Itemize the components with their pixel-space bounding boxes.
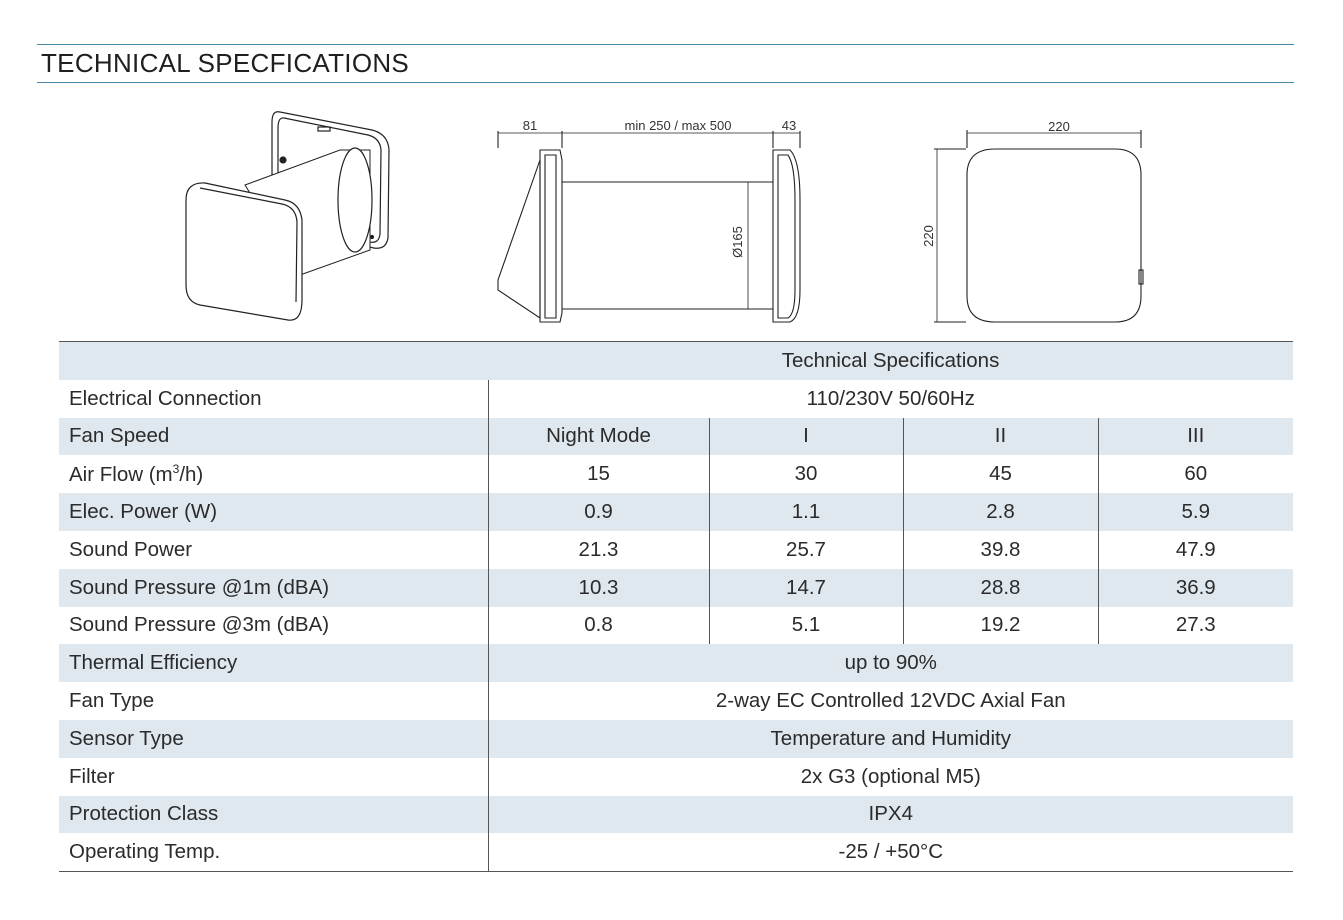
table-row	[59, 720, 1293, 758]
cell: 5.1	[709, 607, 903, 645]
cell: 60	[1184, 462, 1208, 486]
cell: I	[709, 418, 903, 456]
row-value: 2-way EC Controlled 12VDC Axial Fan	[715, 689, 1066, 713]
row-value: 2x G3 (optional M5)	[800, 764, 981, 788]
row-label: Operating Temp.	[59, 833, 488, 871]
row-value: up to 90%	[488, 644, 1293, 682]
cell: 21.3	[488, 531, 709, 569]
row-value: Temperature and Humidity	[488, 720, 1293, 758]
isometric-product-drawing	[186, 112, 389, 320]
page-title: TECHNICAL SPECFICATIONS	[41, 48, 410, 78]
row-value: 110/230V 50/60Hz	[806, 386, 975, 410]
cell: 30	[709, 455, 903, 493]
row-label: Sound Pressure @1m (dBA)	[59, 569, 488, 607]
cell: 0.9	[488, 493, 709, 531]
table-row	[59, 682, 1293, 720]
cell: III	[1098, 418, 1293, 456]
table-row	[59, 380, 1293, 418]
front-view-drawing	[934, 130, 1143, 322]
row-label: Fan Type	[59, 682, 488, 720]
cell: 2.8	[903, 493, 1098, 531]
row-label: Filter	[59, 758, 488, 796]
row-label: Elec. Power (W)	[59, 493, 488, 531]
cell: 0.8	[488, 607, 709, 645]
spec-table	[59, 341, 1293, 872]
row-label	[59, 455, 488, 493]
cell: 39.8	[903, 531, 1098, 569]
cell: 10.3	[488, 569, 709, 607]
table-row	[59, 342, 1293, 380]
table-row	[59, 455, 1293, 493]
cell: 19.2	[903, 607, 1098, 645]
dim-height-label: 220	[921, 225, 936, 247]
table-row	[59, 531, 1293, 569]
table-row	[59, 644, 1293, 682]
row-label: Sound Power	[59, 531, 488, 569]
table-row	[59, 796, 1293, 834]
row-label: Sensor Type	[59, 720, 488, 758]
dim-left-label: 81	[522, 118, 538, 133]
table-row	[59, 607, 1293, 645]
cell: 15	[488, 455, 709, 493]
dim-width-label: 220	[1048, 119, 1070, 134]
table-row	[59, 493, 1293, 531]
row-value: -25 / +50°C	[488, 833, 1293, 871]
table-header: Technical Specifications	[488, 342, 1293, 380]
table-row	[59, 418, 1293, 456]
row-label: Electrical Connection	[59, 380, 488, 418]
dim-right-label: 43	[781, 118, 797, 133]
table-row	[59, 569, 1293, 607]
row-value: IPX4	[488, 796, 1293, 834]
cell: 47.9	[1175, 537, 1216, 561]
table-row	[59, 833, 1293, 871]
dim-middle-label: min 250 / max 500	[624, 118, 732, 133]
cell: 1.1	[709, 493, 903, 531]
cell: Night Mode	[488, 418, 709, 456]
label-text: Air Flow (m	[69, 462, 173, 486]
row-label: Fan Speed	[59, 418, 488, 456]
label-superscript: 3	[172, 461, 180, 476]
side-view-drawing	[498, 131, 800, 322]
cell: 25.7	[709, 531, 903, 569]
cell: II	[903, 418, 1098, 456]
cell: 45	[903, 455, 1098, 493]
product-drawings	[0, 0, 1343, 340]
label-text: /h)	[179, 462, 204, 486]
cell: 28.8	[903, 569, 1098, 607]
row-label: Protection Class	[59, 796, 488, 834]
cell: 36.9	[1098, 569, 1293, 607]
cell: 5.9	[1098, 493, 1293, 531]
table-row	[59, 758, 1293, 796]
cell: 14.7	[709, 569, 903, 607]
row-label: Sound Pressure @3m (dBA)	[59, 607, 488, 645]
row-label: Thermal Efficiency	[59, 644, 488, 682]
dim-diameter-label: Ø165	[730, 226, 745, 258]
cell: 27.3	[1175, 613, 1216, 637]
header-blank	[59, 342, 488, 380]
